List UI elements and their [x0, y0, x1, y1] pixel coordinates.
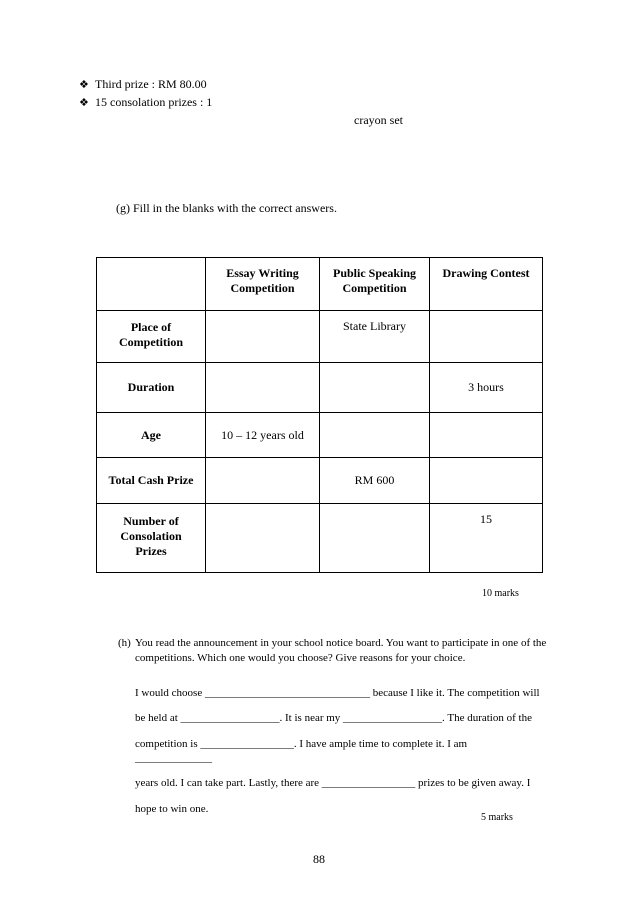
table-cell	[430, 311, 543, 363]
section-h-label: (h)	[118, 637, 131, 649]
table-cell	[206, 504, 320, 573]
table-cell	[430, 413, 543, 458]
table-cell: 15	[430, 504, 543, 573]
table-cell: 10 – 12 years old	[206, 413, 320, 458]
row-label-cell: Place of Competition	[97, 311, 206, 363]
consolation-prize-text: 15 consolation prizes : 1	[95, 95, 213, 109]
answer-line-3b: ______________	[135, 752, 212, 764]
section-h-question-line1: You read the announcement in your school notice board. You want to participate in one of the	[135, 637, 547, 649]
table-cell	[320, 363, 430, 413]
table-cell	[206, 363, 320, 413]
third-prize-item	[79, 77, 207, 92]
consolation-prize-item	[79, 95, 212, 110]
page-number: 88	[313, 852, 325, 866]
table-row	[97, 363, 543, 413]
table-cell: RM 600	[320, 458, 430, 504]
answer-line-2: be held at __________________. It is near my __________________. The duration of the	[135, 712, 532, 724]
row-label-cell: Number of Consolation Prizes	[97, 504, 206, 573]
consolation-item-text: crayon set	[354, 113, 403, 127]
table-header-row	[97, 258, 543, 311]
table-cell: State Library	[320, 311, 430, 363]
table-cell	[430, 458, 543, 504]
answer-line-4: years old. I can take part. Lastly, there are _________________ prizes to be given away. I	[135, 777, 531, 789]
row-label-cell: Total Cash Prize	[97, 458, 206, 504]
table-header-cell	[97, 258, 206, 311]
diamond-bullet-icon: ❖	[79, 96, 89, 109]
row-label-cell: Duration	[97, 363, 206, 413]
table-header-cell: Drawing Contest	[430, 258, 543, 311]
table-header-cell: Essay Writing Competition	[206, 258, 320, 311]
answer-line-5: hope to win one.	[135, 803, 209, 815]
diamond-bullet-icon: ❖	[79, 78, 89, 91]
table-row	[97, 458, 543, 504]
table-cell	[320, 413, 430, 458]
table-cell	[206, 458, 320, 504]
table-row	[97, 311, 543, 363]
section-h-question-line2: competitions. Which one would you choose? Give reasons for your choice.	[135, 652, 466, 664]
table-cell	[206, 311, 320, 363]
table-row	[97, 413, 543, 458]
marks-g: 10 marks	[482, 588, 519, 599]
marks-h: 5 marks	[481, 812, 513, 823]
answer-line-3: competition is _________________. I have ample time to complete it. I am	[135, 738, 468, 750]
row-label-cell: Age	[97, 413, 206, 458]
third-prize-text: Third prize : RM 80.00	[95, 77, 207, 91]
table-cell: 3 hours	[430, 363, 543, 413]
section-g-instruction: (g) Fill in the blanks with the correct answers.	[116, 201, 337, 215]
answer-line-1: I would choose ______________________________ because I like it. The competition will	[135, 687, 540, 699]
competition-table	[96, 257, 543, 573]
table-row	[97, 504, 543, 573]
table-cell	[320, 504, 430, 573]
table-header-cell: Public Speaking Competition	[320, 258, 430, 311]
